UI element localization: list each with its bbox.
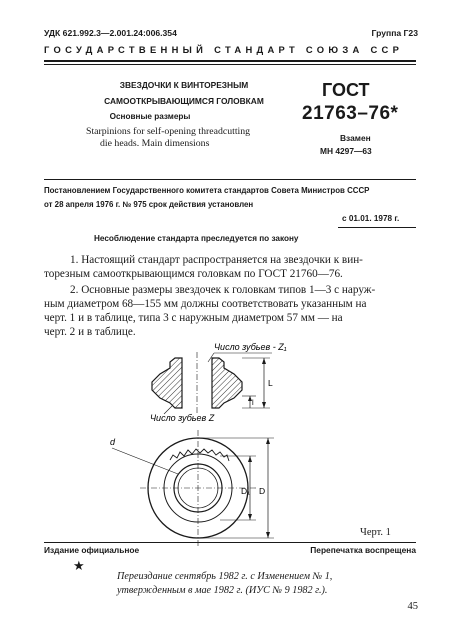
decree-line1: Постановлением Государственного комитета стандартов Совета Министров СССР bbox=[44, 186, 370, 195]
label-L: L bbox=[268, 378, 273, 388]
paragraph-1-line1: 1. Настоящий стандарт распространяется на звездочки к вин- bbox=[70, 254, 363, 266]
paragraph-2-line4: черт. 2 и в таблице. bbox=[44, 326, 136, 338]
label-d: d bbox=[110, 437, 116, 447]
paragraph-2-line3: черт. 1 и в таблице, типа 3 с наружным диаметром 57 мм — на bbox=[44, 312, 343, 324]
paragraph-2-line1: 2. Основные размеры звездочек к головкам типов 1—3 с наруж- bbox=[70, 284, 376, 296]
arrow-D-bottom bbox=[266, 532, 270, 538]
state-standard-heading: ГОСУДАРСТВЕННЫЙ СТАНДАРТ СОЮЗА ССР bbox=[44, 44, 404, 55]
section-view bbox=[152, 352, 272, 414]
gost-label: ГОСТ bbox=[322, 80, 370, 100]
footer-rule bbox=[44, 542, 416, 543]
paragraph-1-line2: торезным самооткрывающимся головкам по ГОСТ 21760—76. bbox=[44, 268, 343, 280]
arrow-D-top bbox=[266, 438, 270, 444]
title-ru-subtitle: Основные размеры bbox=[109, 112, 191, 121]
figure-caption: Черт. 1 bbox=[360, 527, 391, 538]
replaces-label: Взамен bbox=[340, 133, 371, 143]
label-D: D bbox=[259, 486, 266, 496]
gear-teeth bbox=[170, 449, 229, 461]
group-code: Группа Г23 bbox=[371, 28, 418, 38]
udk-code: УДК 621.992.3—2.001.24:006.354 bbox=[44, 28, 177, 38]
reissue-line2: утвержденным в мае 1982 г. (ИУС № 9 1982 г.). bbox=[117, 585, 328, 596]
reissue-line1: Переиздание сентябрь 1982 г. с Изменением № 1, bbox=[117, 571, 333, 582]
title-ru-line2: САМООТКРЫВАЮЩИМСЯ ГОЛОВКАМ bbox=[104, 96, 264, 106]
law-warning: Несоблюдение стандарта преследуется по закону bbox=[94, 234, 299, 243]
section-right-half bbox=[212, 358, 242, 408]
label-D1: D₁ bbox=[241, 486, 251, 496]
arrow-D1-bottom bbox=[248, 514, 252, 520]
arrow-D1-top bbox=[248, 456, 252, 462]
edition-note: Издание официальное bbox=[44, 545, 140, 555]
title-ru-line1: ЗВЕЗДОЧКИ К ВИНТОРЕЗНЫМ bbox=[119, 80, 249, 90]
reprint-note: Перепечатка воспрещена bbox=[310, 545, 416, 555]
arrow-L-top bbox=[262, 358, 266, 364]
decree-line2: от 28 апреля 1976 г. № 975 срок действия установлен bbox=[44, 200, 254, 209]
gost-number: 21763–76* bbox=[302, 103, 399, 124]
star-mark: ★ bbox=[73, 558, 85, 573]
label-teeth-z: Число зубьев Z bbox=[150, 413, 215, 423]
arrow-L-bottom bbox=[262, 402, 266, 408]
title-en-line2: die heads. Main dimensions bbox=[100, 138, 210, 149]
leader-d bbox=[112, 448, 178, 474]
page-number: 45 bbox=[407, 601, 418, 612]
decree-date: с 01.01. 1978 г. bbox=[342, 214, 400, 223]
section-left-half bbox=[152, 358, 182, 408]
replaces-code: МН 4297—63 bbox=[320, 146, 372, 156]
paragraph-2-line2: ным диаметром 68—155 мм должны соответствовать указанным на bbox=[44, 298, 367, 310]
title-en-line1: Starpinions for self-opening threadcutting bbox=[86, 126, 251, 137]
label-teeth-z1: Число зубьев - Z₁ bbox=[214, 342, 287, 352]
label-l: l bbox=[252, 398, 254, 407]
